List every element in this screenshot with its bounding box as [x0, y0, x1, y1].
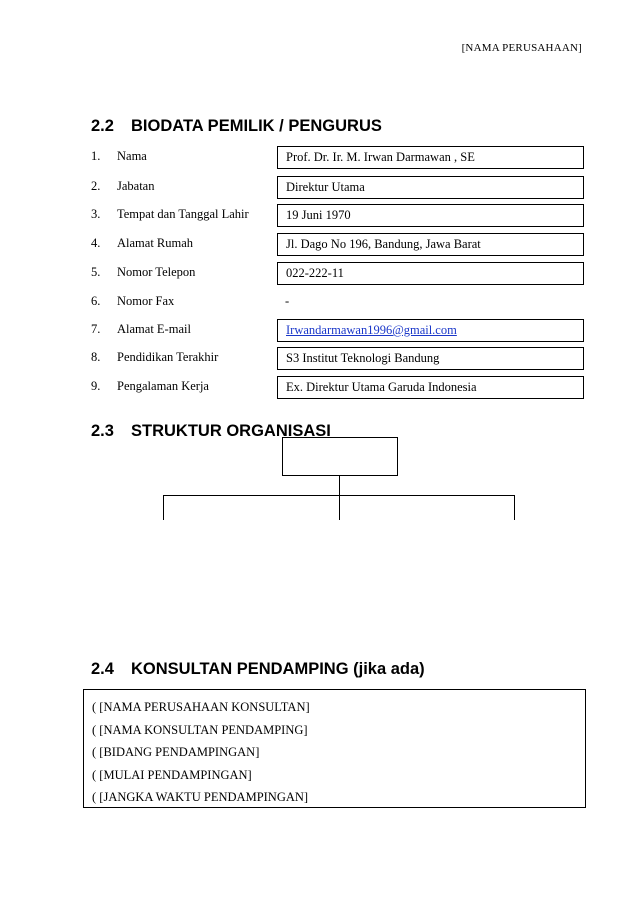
section-title-biodata [91, 117, 382, 136]
pendidikan-field[interactable]: S3 Institut Teknologi Bandung [277, 347, 584, 370]
row-index: 6. [91, 294, 101, 308]
biodata-row-alamat [91, 233, 586, 257]
ttl-field[interactable]: 19 Juni 1970 [277, 204, 584, 227]
row-index: 9. [91, 379, 101, 393]
section-label: STRUKTUR ORGANISASI [131, 422, 331, 440]
email-field [277, 319, 584, 342]
telepon-field[interactable]: 022-222-11 [277, 262, 584, 285]
biodata-row-ttl [91, 204, 586, 228]
biodata-row-fax [91, 291, 586, 315]
row-index: 8. [91, 350, 101, 364]
row-label: Nama [117, 149, 147, 163]
biodata-row-pengalaman [91, 376, 586, 400]
konsultan-line: ( [MULAI PENDAMPINGAN] [92, 768, 252, 782]
row-label: Jabatan [117, 179, 155, 193]
biodata-row-jabatan [91, 176, 586, 200]
org-chart-top-box[interactable] [282, 437, 398, 476]
row-label: Alamat E-mail [117, 322, 191, 336]
nama-field[interactable]: Prof. Dr. Ir. M. Irwan Darmawan , SE [277, 146, 584, 169]
header-company-name: [NAMA PERUSAHAAN] [461, 42, 582, 54]
fax-field[interactable]: - [285, 294, 290, 308]
row-label: Pendidikan Terakhir [117, 350, 219, 364]
row-label: Nomor Fax [117, 294, 175, 308]
org-chart-branch-middle [339, 495, 340, 520]
row-label: Tempat dan Tanggal Lahir [117, 207, 249, 221]
org-chart-branch-left [163, 495, 164, 520]
biodata-row-nama [91, 146, 586, 170]
konsultan-box [83, 689, 586, 808]
section-number: 2.3 [91, 422, 114, 440]
konsultan-line: ( [JANGKA WAKTU PENDAMPINGAN] [92, 790, 309, 804]
row-index: 5. [91, 265, 101, 279]
section-label: KONSULTAN PENDAMPING (jika ada) [131, 660, 425, 678]
email-link[interactable]: Irwandarmawan1996@gmail.com [286, 323, 457, 337]
org-chart-connector [339, 475, 340, 496]
row-label: Nomor Telepon [117, 265, 196, 279]
biodata-row-email [91, 319, 586, 343]
row-index: 3. [91, 207, 101, 221]
konsultan-line: ( [BIDANG PENDAMPINGAN] [92, 745, 260, 759]
row-label: Alamat Rumah [117, 236, 194, 250]
jabatan-field[interactable]: Direktur Utama [277, 176, 584, 199]
konsultan-line: ( [NAMA KONSULTAN PENDAMPING] [92, 723, 308, 737]
alamat-field[interactable]: Jl. Dago No 196, Bandung, Jawa Barat [277, 233, 584, 256]
section-label: BIODATA PEMILIK / PENGURUS [131, 117, 382, 135]
row-index: 2. [91, 179, 101, 193]
pengalaman-field[interactable]: Ex. Direktur Utama Garuda Indonesia [277, 376, 584, 399]
row-index: 1. [91, 149, 101, 163]
konsultan-line: ( [NAMA PERUSAHAAN KONSULTAN] [92, 700, 310, 714]
org-chart-branch-right [514, 495, 515, 520]
biodata-row-telepon [91, 262, 586, 286]
biodata-row-pendidikan [91, 347, 586, 371]
section-number: 2.2 [91, 117, 114, 135]
row-index: 4. [91, 236, 101, 250]
row-label: Pengalaman Kerja [117, 379, 209, 393]
section-number: 2.4 [91, 660, 114, 678]
row-index: 7. [91, 322, 101, 336]
section-title-konsultan [91, 660, 425, 679]
